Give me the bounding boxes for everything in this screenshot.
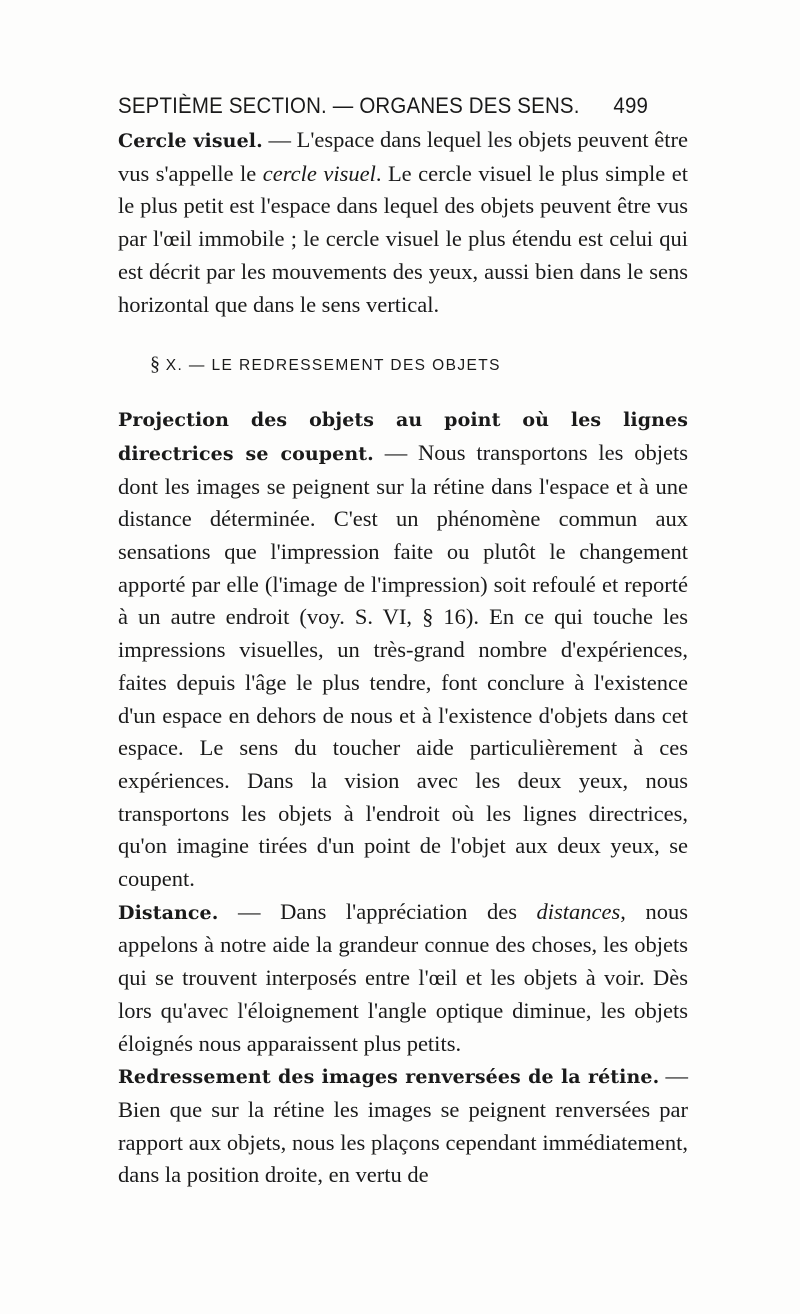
paragraph-text: — Dans l'appréciation des — [218, 898, 537, 924]
paragraph-heading: Distance. — [118, 901, 219, 924]
paragraph-text: — Nous transportons les objets dont les images se peignent sur la rétine dans l'espace et à une distance déterminée. C'est un phénomène commun aux sensations que l'impression faite ou plutôt le changement apporté par elle (l'image de l'impression) soit refoulé et reporté à un autre endroit (voy. S. VI, § 16). En ce qui touche les impressions visuelles, un très-grand nombre d'expériences, faites depuis l'âge le plus tendre, font conclure à l'existence d'un espace en dehors de nous et à l'existence d'objets dans cet espace. Le sens du toucher aide particulièrement à ces expériences. Dans la vision avec les deux yeux, nous transportons les objets à l'endroit où les lignes directrices, qu'on imagine tirées d'un point de l'objet aux deux yeux, se coupent. — [118, 439, 689, 892]
running-head — [118, 93, 648, 119]
paragraph-emphasis: distances — [536, 898, 621, 924]
running-head-title: SEPTIÈME SECTION. — ORGANES DES SENS. — [118, 93, 580, 118]
section-heading — [118, 353, 688, 377]
paragraph-heading: Redressement des images renversées de la rétine. — [118, 1066, 660, 1089]
section-heading-label: X. — LE REDRESSEMENT DES OBJETS — [165, 357, 501, 375]
paragraph-projection — [118, 403, 688, 896]
paragraph-emphasis: cercle visuel — [262, 160, 376, 186]
section-sign: § — [150, 353, 160, 376]
paragraph-text: — L'espace dans lequel les objets peuvent être vus s'appelle le — [118, 127, 688, 186]
paragraph-text: , nous appelons à notre aide la grandeur connue des choses, les objets qui se trouvent interposés entre l'œil et les objets à voir. Dès lors qu'avec l'éloignement l'angle optique diminue, les objets éloignés nous apparaissent plus petits. — [118, 898, 688, 1056]
paragraph-cercle-visuel — [118, 124, 688, 321]
paragraph-redressement — [118, 1060, 688, 1192]
paragraph-text: — Bien que sur la rétine les images se peignent renversées par rapport aux objets, nous les plaçons cependant immédiatement, dans la position droite, en vertu de — [118, 1063, 688, 1188]
page-number: 499 — [613, 93, 649, 118]
paragraph-heading: Projection des objets au point où les lignes directrices se coupent. — [118, 409, 688, 465]
body-text — [118, 124, 688, 1192]
paragraph-heading: Cercle visuel. — [118, 130, 263, 152]
paragraph-distance — [118, 896, 688, 1061]
paragraph-text: . Le cercle visuel le plus simple et le plus petit est l'espace dans lequel des objets peuvent être vus par l'œil immobile ; le cercle visuel le plus étendu est celui qui est décrit par les mouvements des yeux, aussi bien dans le sens horizontal que dans le sens vertical. — [118, 160, 688, 317]
